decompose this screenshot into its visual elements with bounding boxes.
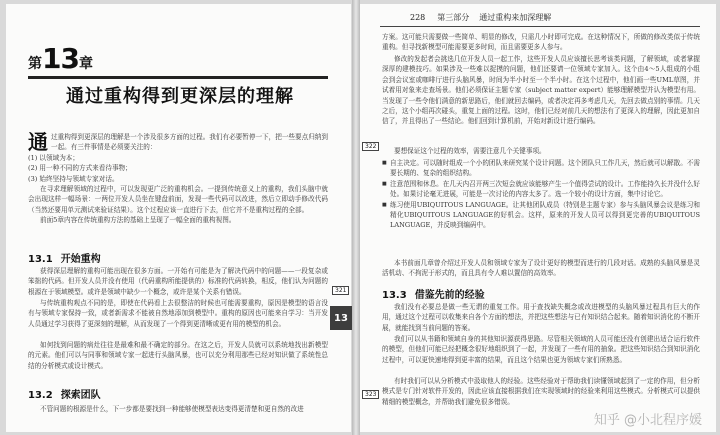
body-paragraph: 修改的发起者会挑选几位开发人员一起工作，这些开发人员应该擅长思考该类问题，了解领域，或者掌握深厚的建模技巧。如果涉及一些难以捉摸的问题，他们还要请一位领域专家加入。这个由4～5人组成的小组会到会议室或咖啡厅进行头脑风暴，时间为半小时至一个半小时。在这个过程中，他们画一些UML草图，并试着用对象来走查场景。他们必须保证主题专家（subject matter expert）能够理解模型并认为模型有用。当发现了一些令他们满意的新思路后，他们就回去编码，或者决定再多考虑几天，先回去做点别的事情。几天之后，这个小组再次碰头，重复上面的过程。这时，他们已经对前几天的想法有了更深入的理解，因此更加自信了，并且得出了一些结论。他们回到计算机前，开始对新设计进行编码。 xyxy=(382,55,700,126)
chapter-suffix: 章 xyxy=(78,56,93,72)
chapter-prefix: 第 xyxy=(28,56,42,72)
section-title: 借鉴先前的经验 xyxy=(414,290,485,301)
body-paragraph: 方案。这可能只需要做一些简单、明显的修改，只需几小时即可完成。在这种情况下，所做的修改类似于传统重构。但寻找新模型可能需要更多时间，而且需要更多人参与。 xyxy=(382,33,700,52)
chapter-number xyxy=(28,42,93,75)
chapter-number-digits: 13 xyxy=(42,42,79,75)
chapter-title: 通过重构得到更深层的理解 xyxy=(66,86,294,107)
chapter-heading xyxy=(28,42,328,76)
section-number: 13.2 xyxy=(28,390,53,401)
body-paragraph: 要想保证这个过程的效率，需要注意几个关键事项。 xyxy=(394,147,546,155)
section-number: 13.3 xyxy=(382,290,407,301)
book-gutter xyxy=(352,0,360,435)
head-rule xyxy=(380,26,700,27)
bullet-item: ■ 自主决定。可以随时组成一个小的团队来研究某个设计问题。这个团队只工作几天，然后就可以解散。不需要长期的、复杂的组织结构。 xyxy=(382,158,700,179)
body-paragraph: 本书前面几章曾介绍过开发人员和领域专家为了设计更好的模型而进行的几段对话。成熟的头脑风暴是灵活机动、不拘泥于形式的，而且具有令人难以置信的高效率。 xyxy=(382,259,700,278)
section-number: 13.1 xyxy=(28,254,53,265)
watermark: 知乎 @小北程序媛 xyxy=(593,413,702,428)
body-paragraph: 不管问题的根源是什么，下一步都是要找到一种能够使模型表达变得更清楚和更自然的改进 xyxy=(40,405,304,413)
intro-list-item: (2) 用一种不同的方式来看待事物； xyxy=(28,164,132,173)
part-label: 第三部分 xyxy=(437,13,470,22)
intro-list-item: (3) 始终坚持与领域专家对话。 xyxy=(28,174,119,183)
bullet-item: ■ 练习使用UBIQUITOUS LANGUAGE。让其他团队成员（特别是主题专家）参与头脑风暴会议是练习和精化UBIQUITOUS LANGUAGE的好机会。这样，原来的开发人员可以得到更完善的UBIQUITOUS LANGUAGE，并反映到编码中。 xyxy=(382,200,700,231)
bullet-item: ■ 注意范围和休息。在几天内召开两三次短会就应该能够产生一个值得尝试的设计。工作能持久长并没什么好处。如果讨论毫无进展，可能是一次讨论的内容太多了。选一个较小的设计方面，集中讨论它。 xyxy=(382,179,700,200)
right-page xyxy=(360,4,716,432)
running-head xyxy=(410,12,551,23)
body-paragraph: 在寻求理解领域的过程中，可以发现更广泛的重构机会。一提到传统意义上的重构，我们头脑中就会出现这样一幅场景：一两位开发人员坐在键盘前面，发现一些代码可以改进，然后立即动手修改代码（当然还要用单元测试来验证结果）。这个过程应该一直进行下去，但它并不是重构过程的全部。 xyxy=(28,185,328,214)
body-paragraph: 获得深层理解的重构可能出现在很多方面。一开始有可能是为了解决代码中的问题——一段复杂或笨拙的代码。但开发人员并没有使用（代码重构所能提供的）标准的代码转换，相反，他们认为问题的根源在于领域模型。或许是领域中缺少一个概念，或许是某个关系有错误。 xyxy=(28,267,328,296)
part-title: 通过重构来加深理解 xyxy=(479,13,552,22)
chapter-rule xyxy=(28,76,328,79)
body-paragraph: 有时我们可以从分析模式中汲取他人的经验。这些经验对于帮助我们读懂领域起到了一定的作用，但分析模式是专门针对软件开发的，因此应该直接根据我们在实现领域时的经验来利用这些模式。分析模式可以提供精细的模型概念，并帮助我们避免很多错误。 xyxy=(382,377,700,406)
margin-page-marker: 323 xyxy=(362,390,379,399)
intro-paragraph xyxy=(28,132,328,226)
intro-text: 过重构得到更深层的理解是一个涉及很多方面的过程。我们有必要暂停一下，把一些要点归纳到一起。有三件事情是必须要关注的： xyxy=(51,133,328,152)
margin-page-marker: 321 xyxy=(332,286,349,295)
body-paragraph: 前面5章内容在传统重构方法的基础上呈现了一幅全面的重构视图。 xyxy=(40,216,236,225)
section-heading xyxy=(28,386,101,401)
body-paragraph: 我们可以从书籍和领域自身的其他知识源获得思路。尽管相关领域的人员可能还没有创建出适合运行软件的模型，但他们可能已经把概念很好地组织到了一起，并发现了一些有用的抽象。把这些知识结合到知识消化过程中，可以更快速地得到更丰富的结果，而且这个结果也更为领域专家们所熟悉。 xyxy=(382,335,700,364)
section-title: 探索团队 xyxy=(60,390,101,401)
page-number: 228 xyxy=(410,13,426,22)
section-heading xyxy=(28,250,101,265)
left-page xyxy=(6,4,351,432)
drop-cap: 通 xyxy=(28,130,48,154)
section-title: 开始重构 xyxy=(60,254,101,265)
body-paragraph: 如何找到问题的病灶往往是最难和最不确定的部分。在这之后，开发人员就可以系统地找出新模型的元素。他们可以与同事和领域专家一起进行头脑风暴，也可以充分利用那些已经对知识做了系统性总结的分析模式或设计模式。 xyxy=(28,341,328,370)
chapter-tab: 13 xyxy=(330,306,352,330)
body-paragraph: 与传统重构观点不同的是，即使在代码看上去很整洁的时候也可能需要重构，原因是模型的语言没有与领域专家保持一致，或者新需求不能被自然地添加到模型中。重构的原因也可能来自学习：当开发人员通过学习获得了更深刻的理解，从而发现了一个得到更清晰或更有用的模型的机会。 xyxy=(28,299,328,328)
margin-page-marker: 322 xyxy=(362,142,379,151)
bullet-list xyxy=(382,158,700,231)
body-paragraph: 我们没有必要总是做一些无谓的重复工作。用于查找缺失概念或改进模型的头脑风暴过程具有巨大的作用，通过这个过程可以收集来自各个方面的想法，并把这些想法与已有知识结合起来。随着知识消化的不断开展，就能找到当前问题的答案。 xyxy=(382,303,700,332)
intro-list-item: (1) 以领域为本； xyxy=(28,153,79,162)
section-heading xyxy=(382,286,485,301)
